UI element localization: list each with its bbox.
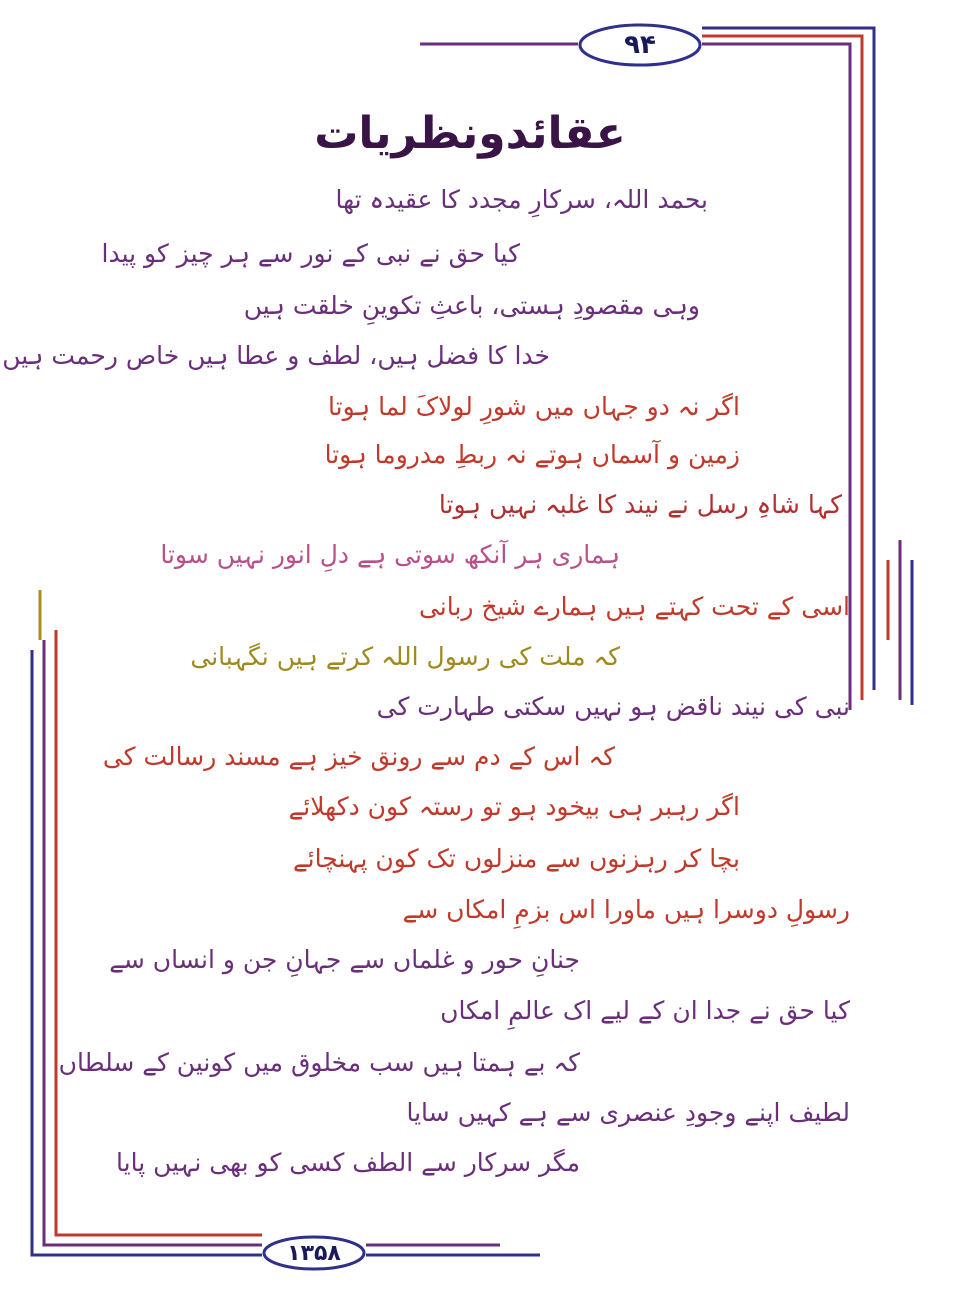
verse-line: کہ بے ہمتا ہیں سب مخلوق میں کونین کے سلطاں bbox=[58, 1048, 580, 1077]
page-title: عقائدونظریات bbox=[314, 108, 626, 159]
verse-line: نبی کی نیند ناقض ہو نہیں سکتی طہارت کی bbox=[376, 692, 850, 721]
verse-line: کہا شاہِ رسل نے نیند کا غلبہ نہیں ہوتا bbox=[438, 490, 842, 519]
page-number-top: ۹۴ bbox=[624, 30, 656, 60]
verse-line: اگر رہبر ہی بیخود ہو تو رستہ کون دکھلائے bbox=[288, 792, 740, 821]
verse-line: مگر سرکار سے الطف کسی کو بھی نہیں پایا bbox=[116, 1148, 580, 1177]
verse-line: خدا کا فضل ہیں، لطف و عطا ہیں خاص رحمت ہیں bbox=[2, 341, 550, 370]
verse-line: بچا کر رہزنوں سے منزلوں تک کون پہنچائے bbox=[292, 844, 740, 873]
verse-line: کیا حق نے نبی کے نور سے ہر چیز کو پیدا bbox=[101, 239, 520, 268]
verse-line: ہماری ہر آنکھ سوتی ہے دلِ انور نہیں سوتا bbox=[160, 540, 620, 569]
verse-line: کیا حق نے جدا ان کے لیے اک عالمِ امکاں bbox=[440, 996, 850, 1025]
verse-line: کہ ملت کی رسول اللہ کرتے ہیں نگہبانی bbox=[190, 642, 620, 671]
verse-line: لطیف اپنے وجودِ عنصری سے ہے کہیں سایا bbox=[406, 1098, 850, 1127]
verse-line: اگر نہ دو جہاں میں شورِ لولاکَ لما ہوتا bbox=[328, 392, 740, 421]
verse-line: کہ اس کے دم سے رونق خیز ہے مسند رسالت کی bbox=[102, 742, 615, 771]
verse-line: اسی کے تحت کہتے ہیں ہمارے شیخ ربانی bbox=[418, 592, 850, 621]
verse-line: بحمد اللہ، سرکارِ مجدد کا عقیدہ تھا bbox=[335, 185, 708, 214]
verse-line: جنانِ حور و غلماں سے جہانِ جن و انساں سے bbox=[109, 945, 580, 974]
verse-line: زمین و آسماں ہوتے نہ ربطِ مدروما ہوتا bbox=[324, 440, 740, 469]
verse-line: رسولِ دوسرا ہیں ماورا اس بزمِ امکاں سے bbox=[402, 895, 850, 924]
verse-line: وہی مقصودِ ہستی، باعثِ تکوینِ خلقت ہیں bbox=[243, 291, 700, 320]
page-number-bottom: ۱۳۵۸ bbox=[287, 1240, 341, 1266]
